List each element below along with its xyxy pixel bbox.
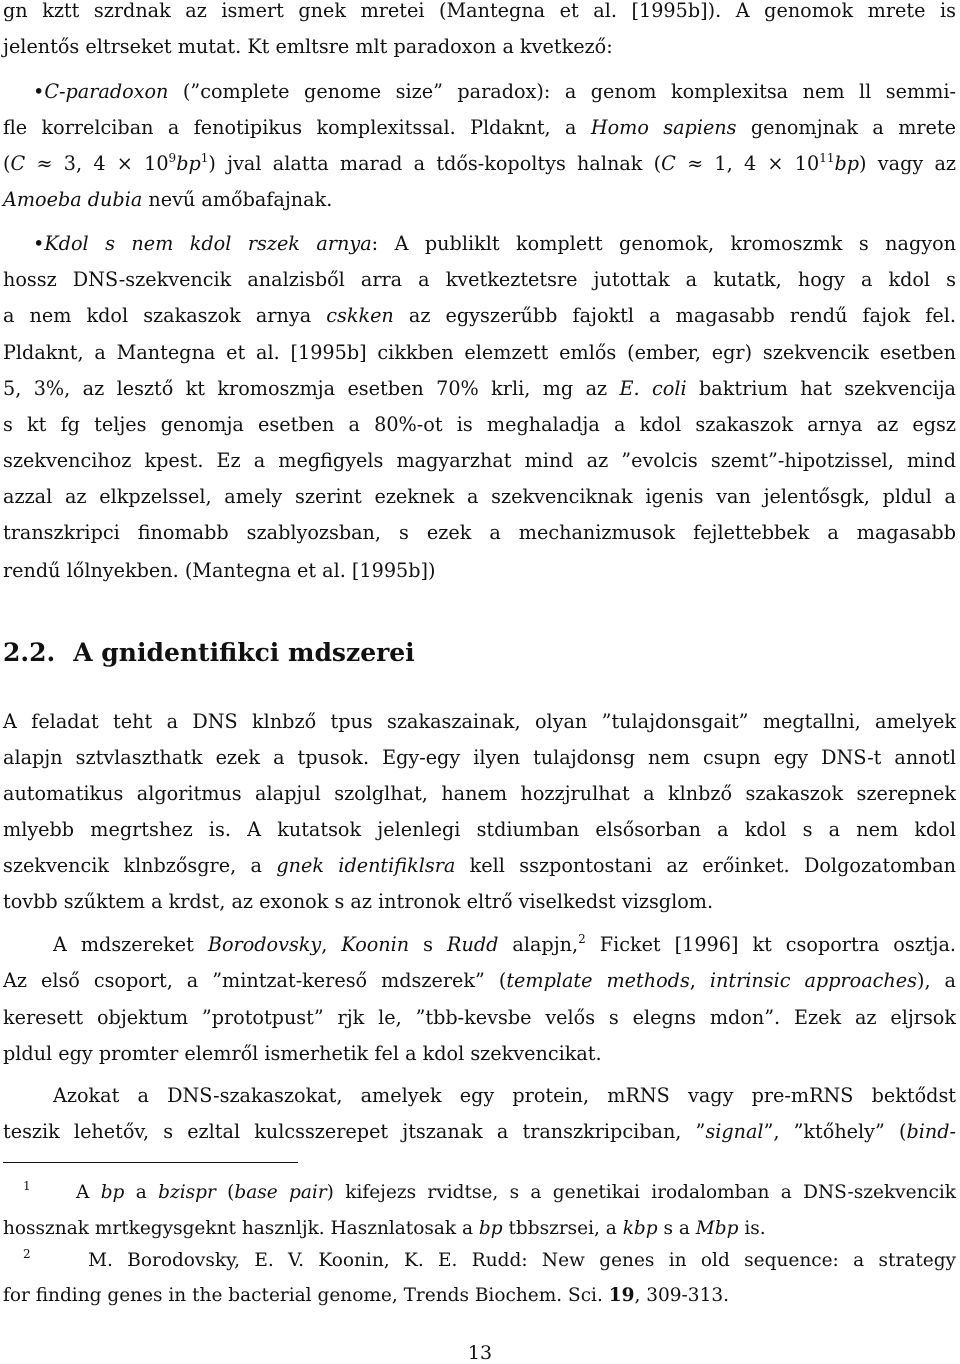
text-line: a nem kdol szakaszok arnya cskken az egyszerűbb fajoktl a magasabb rendű fajok fel. (3, 304, 956, 327)
text-line: s kt fg teljes genomja esetben a 80%-ot is meghaladja a kdol szakaszok arnya az egsz (3, 413, 956, 436)
text-line: Az első csoport, a ”mintzat-kereső mdszerek” (template methods, intrinsic approaches), a (3, 969, 956, 992)
text-line: teszik lehetőv, s ezltal kulcsszerepet jtszanak a transzkripciban, ”signal”, ”ktőhely” (bind- (3, 1120, 956, 1143)
text-line: alapjn sztvlaszthatk ezek a tpusok. Egy-egy ilyen tulajdonsg nem csupn egy DNS-t annotl (3, 746, 956, 769)
text-line: A feladat teht a DNS klnbző tpus szakaszainak, olyan ”tulajdonsgait” megtallni, amelyek (3, 710, 956, 733)
text-line: szekvencihoz kpest. Ez a megfigyels magyarzhat mind az ”evolcis szemt”-hipotzissel, mind (3, 449, 956, 472)
footnote-2: $^2$ M. Borodovsky, E. V. Koonin, K. E. Rudd: New genes in old sequence: a strategy (23, 1247, 956, 1271)
text-line: (C ≈ 3, $4 \times 10^9bp^1$) jval alatta marad a tdős-kopoltys halnak (C ≈ 1, $4 \times 10^{11}bp$) vagy az (3, 151, 956, 175)
text-line: mlyebb megrtshez is. A kutatsok jelenlegi stdiumban elsősorban a kdol s a nem kdol (3, 818, 956, 841)
footnote-mark: 1 (23, 1179, 31, 1193)
section-heading (3, 638, 415, 667)
page-number: 13 (467, 1342, 493, 1364)
section-title: A gnidentifikci mdszerei (73, 638, 415, 667)
section-number: 2.2. (3, 638, 56, 667)
text-line: Amoeba dubia nevű amőbafajnak. (3, 188, 333, 211)
text-line: tovbb szűktem a krdst, az exonok s az intronok eltrő viselkedst vizsglom. (3, 890, 714, 913)
text-line: rendű lőlnyekben. (Mantegna et al. [1995b]) (3, 559, 436, 582)
bullet-item-coding-ratio: •Kdol s nem kdol rszek arnya: A publiklt komplett genomok, kromoszmk s nagyon (33, 232, 957, 255)
footnote-rule (3, 1162, 298, 1163)
text-line: pldul egy promter elemről ismerhetik fel a kdol szekvencikat. (3, 1042, 602, 1065)
text-line: hossz DNS-szekvencik analzisből arra a kvetkeztetsre jutottak a kutatk, hogy a kdol s (3, 268, 956, 291)
bullet-term: C-paradoxon (44, 80, 169, 103)
text-line: transzkripci finomabb szablyozsban, s ezek a mechanizmusok fejlettebbek a magasabb (3, 521, 956, 544)
text-line: automatikus algoritmus alapjul szolglhat, hanem hozzjrulhat a klnbző szakaszok szerepnek (3, 782, 956, 805)
text-line: keresett objektum ”prototpust” rjk le, ”tbb-kevsbe velős s elegns mdon”. Ezek az eljrsok (3, 1006, 956, 1029)
footnote-mark: 2 (23, 1247, 31, 1261)
text-line: azzal az elkpzelssel, amely szerint ezeknek a szekvenciknak igenis van jelentősgk, pldul a (3, 485, 956, 508)
text-line: 5, 3%, az lesztő kt kromoszmja esetben 70% krli, mg az E. coli baktrium hat szekvencija (3, 377, 956, 400)
text-line: jelentős eltrseket mutat. Kt emltsre mlt paradoxon a kvetkező: (3, 35, 613, 58)
footnote-ref: 2 (578, 932, 586, 946)
text-line: szekvencik klnbzősgre, a gnek identifiklsra kell sszpontostani az erőinket. Dolgozatomban (3, 854, 956, 877)
text-line: fle korrelciban a fenotipikus komplexitssal. Pldaknt, a Homo sapiens genomjnak a mrete (3, 116, 956, 139)
footnote-1: $^1$ A bp a bzispr (base pair) kifejezs rvidtse, s a genetikai irodalomban a DNS-szekvencik (23, 1179, 956, 1203)
bullet-dot: • (33, 232, 45, 255)
text-line: Azokat a DNS-szakaszokat, amelyek egy protein, mRNS vagy pre-mRNS bektődst (53, 1084, 956, 1107)
text-line: Pldaknt, a Mantegna et al. [1995b] cikkben elemzett emlős (ember, egr) szekvencik esetben (3, 341, 956, 364)
bullet-dot: • (33, 80, 45, 103)
footnote-2-cont: for finding genes in the bacterial genome, Trends Biochem. Sci. 19, 309-313. (3, 1285, 729, 1306)
text-line: A mdszereket Borodovsky, Koonin s Rudd alapjn,$^2$ Ficket [1996] kt csoportra osztja. (53, 932, 956, 956)
text-line: gn kztt szrdnak az ismert gnek mretei (Mantegna et al. [1995b]). A genomok mrete is (3, 0, 956, 22)
bullet-term: Kdol s nem kdol rszek arnya (44, 232, 372, 255)
bullet-item-c-paradox: •C-paradoxon (”complete genome size” paradox): a genom komplexitsa nem ll semmi- (33, 80, 956, 103)
footnote-1-cont: hossznak mrtkegysgeknt hasznljk. Hasznlatosak a bp tbbszrsei, a kbp s a Mbp is. (3, 1218, 766, 1239)
